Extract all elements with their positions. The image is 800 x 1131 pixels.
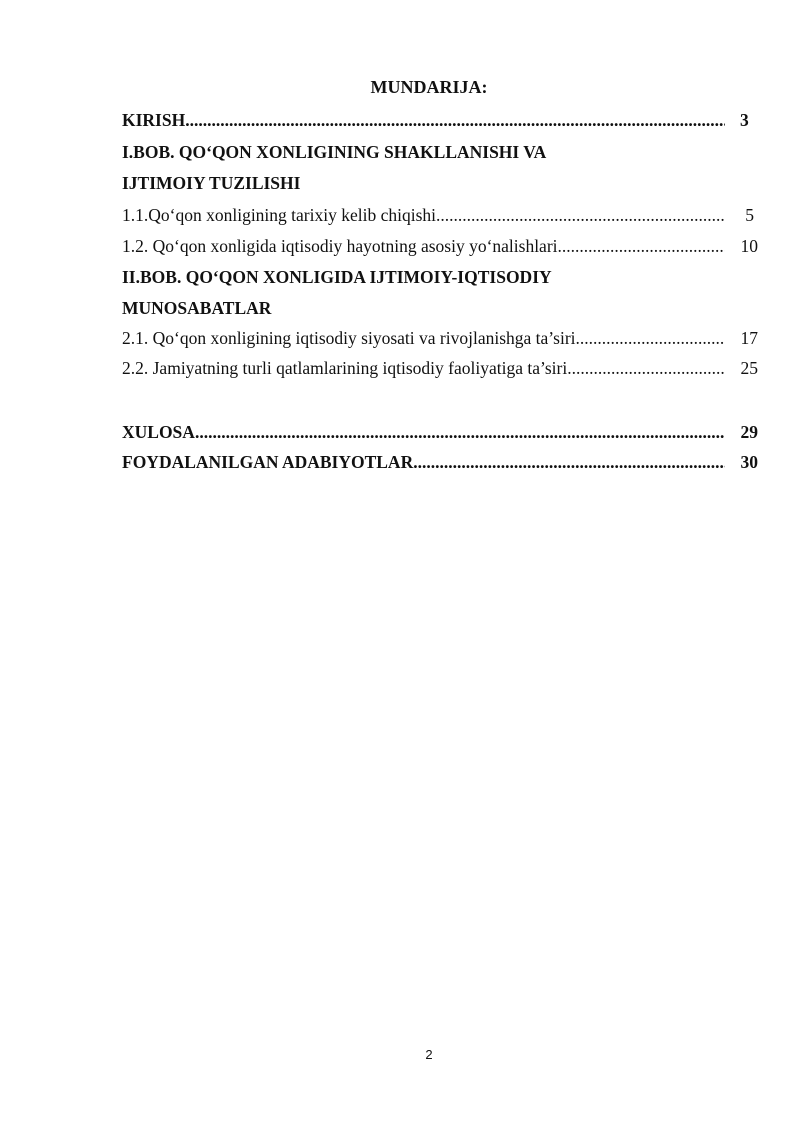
dot-leader [436,203,725,227]
toc-entry-page: 29 [740,422,758,442]
toc-entry-page: 5 [745,205,754,225]
toc-entry-section-2-2 [122,356,758,380]
toc-entry-page: 3 [740,110,749,130]
toc-entry-label: 1.2. Qo‘qon xonligida iqtisodiy hayotning asosiy yo‘nalishlari [122,236,558,256]
dot-leader [567,356,725,380]
toc-entry-leader [122,420,725,444]
toc-entry-label: KIRISH [122,110,186,130]
toc-entry-page: 30 [740,452,758,472]
toc-entry-references [122,450,758,474]
toc-entry-section-1-1 [122,203,758,227]
toc-entry-leader [122,450,725,474]
toc-entry-leader [122,356,725,380]
toc-entry-leader [122,203,725,227]
dot-leader [413,450,725,474]
toc-entry-page: 25 [740,358,758,378]
toc-entry-leader [122,234,725,258]
toc-entry-label: FOYDALANILGAN ADABIYOTLAR [122,452,414,472]
dot-leader [558,234,725,258]
toc-entry-label: 2.2. Jamiyatning turli qatlamlarining iqtisodiy faoliyatiga ta’siri [122,358,568,378]
chapter-2-title-line-2: MUNOSABATLAR [122,298,272,318]
chapter-1-title-line-2: IJTIMOIY TUZILISHI [122,173,301,193]
dot-leader [185,108,725,132]
dot-leader [195,420,725,444]
toc-entry-intro [122,108,758,132]
toc-entry-label: 2.1. Qo‘qon xonligining iqtisodiy siyosati va rivojlanishga ta’siri [122,328,576,348]
toc-entry-leader [122,108,725,132]
toc-entry-label: 1.1.Qo‘qon xonligining tarixiy kelib chiqishi [122,205,437,225]
toc-entry-leader [122,326,725,350]
toc-title: MUNDARIJA: [370,77,488,97]
page-number: 2 [425,1047,433,1062]
dot-leader [576,326,725,350]
toc-entry-section-1-2 [122,234,758,258]
toc-entry-page: 17 [740,328,758,348]
toc-entry-page: 10 [740,236,758,256]
chapter-1-title-line-1: I.BOB. QO‘QON XONLIGINING SHAKLLANISHI VA [122,142,547,162]
chapter-2-title-line-1: II.BOB. QO‘QON XONLIGIDA IJTIMOIY-IQTISODIY [122,267,552,287]
toc-entry-label: XULOSA [122,422,195,442]
toc-entry-section-2-1 [122,326,758,350]
toc-entry-conclusion [122,420,758,444]
